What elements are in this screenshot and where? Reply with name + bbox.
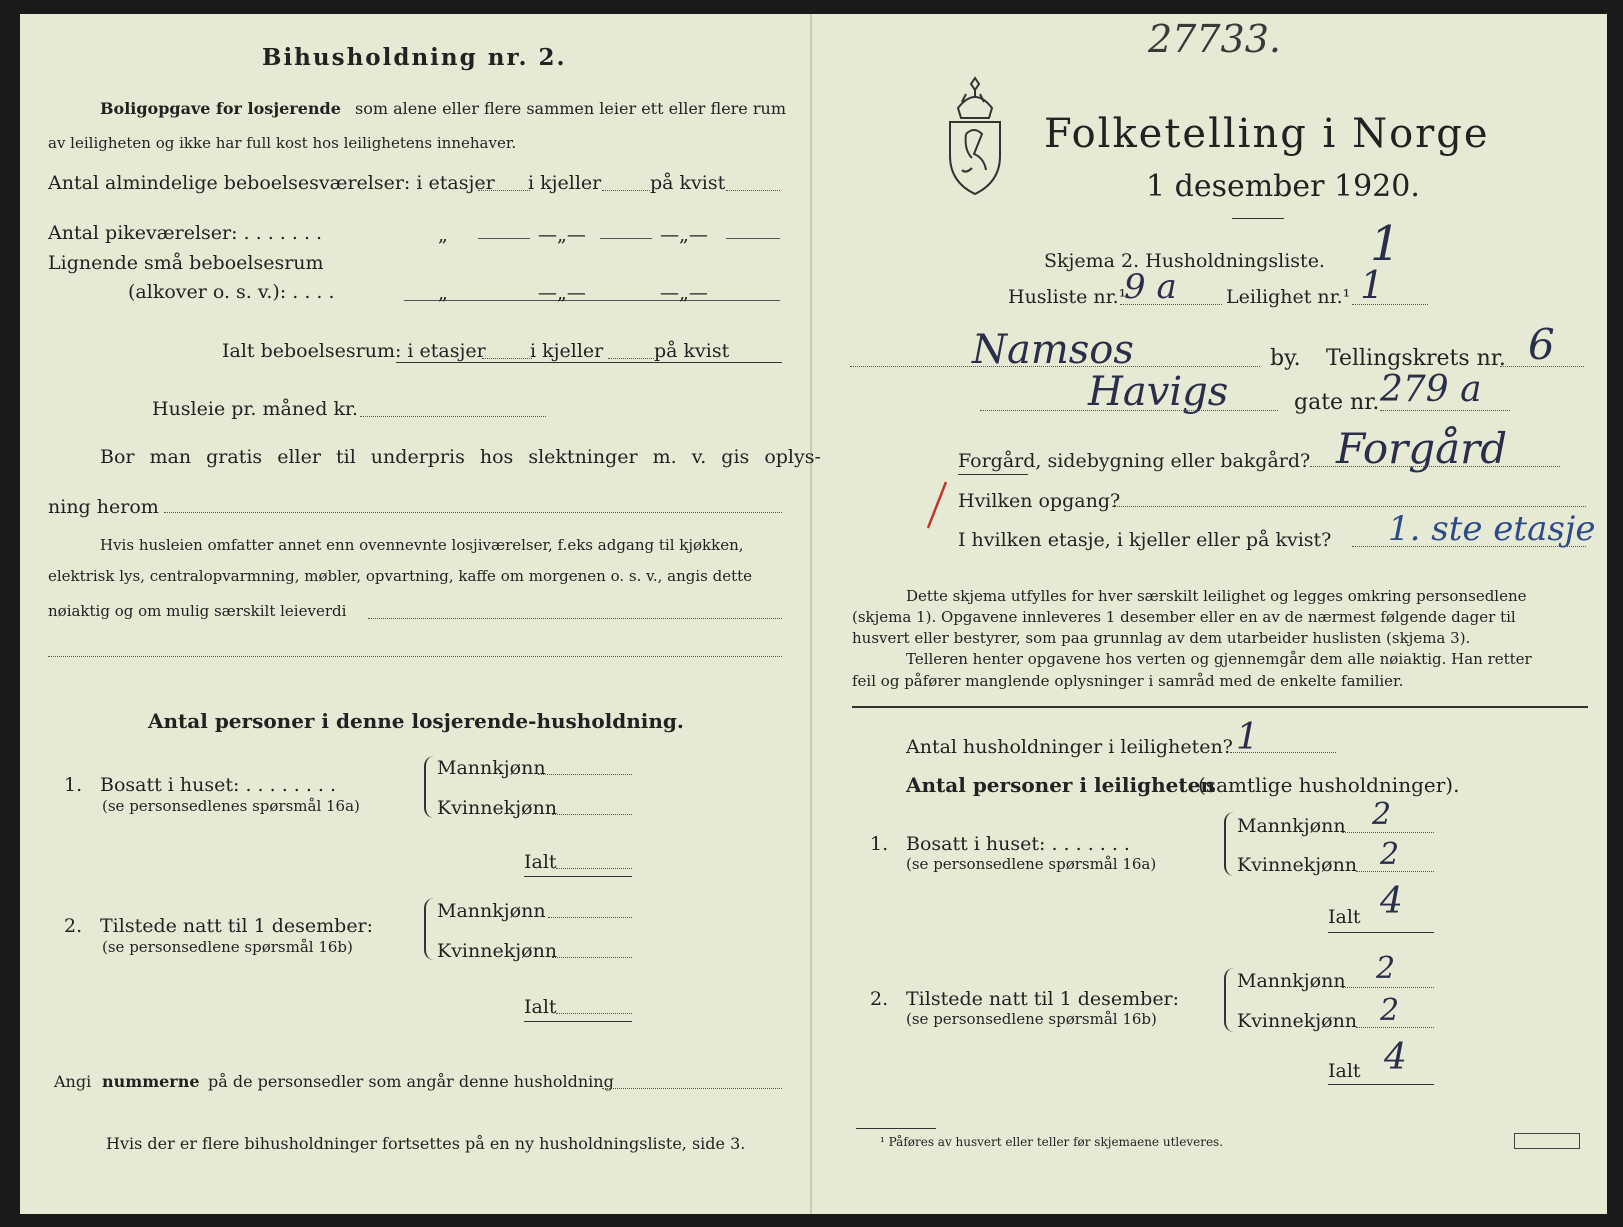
bor-line2: ning herom xyxy=(48,496,159,518)
instructions-5: feil og påfører manglende oplysninger i samråd med de enkelte familier. xyxy=(852,672,1404,690)
angi-pre: Angi xyxy=(54,1072,92,1091)
ditto-dash: —„— xyxy=(660,282,708,304)
instructions-1: Dette skjema utfylles for hver særskilt leilighet og legges omkring personsedlene xyxy=(906,587,1527,605)
krets-label: Tellingskrets nr. xyxy=(1326,346,1506,371)
ditto-dash: —„— xyxy=(538,282,586,304)
antal-hush-hw: 1 xyxy=(1236,717,1259,758)
forgard-label: Forgård, sidebygning eller bakgård? xyxy=(958,450,1311,472)
left-q1-num: 1. xyxy=(64,774,83,796)
right-q1-ialt: Ialt xyxy=(1328,906,1361,928)
hvis-line3: nøiaktig og om mulig særskilt leieverdi xyxy=(48,602,347,620)
pike-label: Antal pikeværelser: . . . . . . . xyxy=(48,222,323,244)
krets-hw: 6 xyxy=(1528,320,1555,369)
right-q2-ialt: Ialt xyxy=(1328,1060,1361,1082)
left-q1-label: Bosatt i huset: . . . . . . . . xyxy=(100,774,337,796)
right-q1-label: Bosatt i huset: . . . . . . . xyxy=(906,833,1130,855)
husleie-label: Husleie pr. måned kr. xyxy=(152,398,359,420)
etasje-label: I hvilken etasje, i kjeller eller på kvist? xyxy=(958,529,1332,551)
q2-ialt-hw: 4 xyxy=(1384,1037,1407,1078)
left-q2-ialt: Ialt xyxy=(524,996,557,1018)
footnote: ¹ Påføres av husvert eller teller før skjemaene utleveres. xyxy=(880,1135,1224,1149)
right-q2-label: Tilstede natt til 1 desember: xyxy=(906,988,1180,1010)
skjema-label: Skjema 2. Husholdningsliste. xyxy=(1044,250,1325,272)
leilighet-hw: 1 xyxy=(1360,263,1385,307)
opgang-label: Hvilken opgang? xyxy=(958,490,1121,512)
right-q2-mann: Mannkjønn xyxy=(1237,970,1346,992)
etasje-hw: 1. ste etasje xyxy=(1388,509,1596,549)
antal-pers-bold: Antal personer i leiligheten xyxy=(906,773,1215,797)
forgard-hw: Forgård xyxy=(1336,424,1508,473)
husliste-hw: 9 a xyxy=(1124,267,1177,307)
q2-mann-hw: 2 xyxy=(1376,951,1396,986)
city-hw: Namsos xyxy=(972,327,1134,373)
form-date: 1 desember 1920. xyxy=(1146,169,1420,204)
right-q1-mann: Mannkjønn xyxy=(1237,815,1346,837)
left-q1-mann: Mannkjønn xyxy=(437,757,546,779)
instructions-4: Telleren henter opgavene hos verten og gjennemgår dem alle nøiaktig. Han retter xyxy=(906,650,1532,668)
red-check-mark-icon xyxy=(922,478,950,534)
left-q1-ialt: Ialt xyxy=(524,851,557,873)
right-q1-sub: (se personsedlene spørsmål 16a) xyxy=(906,855,1157,873)
coat-of-arms-icon xyxy=(944,72,1006,198)
right-q1-num: 1. xyxy=(870,833,889,855)
husliste-label: Husliste nr.¹ xyxy=(1008,286,1127,308)
left-q2-sub: (se personsedlene spørsmål 16b) xyxy=(102,938,353,956)
right-q1-kvinne: Kvinnekjønn xyxy=(1237,854,1358,876)
right-q2-kvinne: Kvinnekjønn xyxy=(1237,1010,1358,1032)
ialt-rooms-label: Ialt beboelsesrum: i etasjer xyxy=(222,340,486,362)
antal-hush-label: Antal husholdninger i leiligheten? xyxy=(906,736,1233,758)
right-q2-num: 2. xyxy=(870,988,889,1010)
bor-line1: Bor man gratis eller til underpris hos slektninger m. v. gis oplys- xyxy=(100,446,821,468)
antal-pers-rest: (samtlige husholdninger). xyxy=(1198,773,1460,797)
lignende-2: (alkover o. s. v.): . . . . xyxy=(128,281,335,303)
left-q2-kvinne: Kvinnekjønn xyxy=(437,940,558,962)
left-q2-num: 2. xyxy=(64,915,83,937)
left-q1-sub: (se personsedlenes spørsmål 16a) xyxy=(102,797,360,815)
leilighet-label: Leilighet nr.¹ xyxy=(1226,286,1351,308)
left-antal-heading: Antal personer i denne losjerende-husholdning. xyxy=(148,709,684,733)
gate-hw: 279 a xyxy=(1380,369,1482,410)
right-q2-sub: (se personsedlene spørsmål 16b) xyxy=(906,1010,1157,1028)
rooms-label: Antal almindelige beboelsesværelser: i etasjer xyxy=(48,172,495,194)
skjema-hw: 1 xyxy=(1370,216,1401,272)
left-title: Bihusholdning nr. 2. xyxy=(262,44,567,71)
intro-rest: som alene eller flere sammen leier ett eller flere rum xyxy=(355,99,786,118)
rooms-kvist: på kvist xyxy=(650,172,726,194)
ditto-dash: —„— xyxy=(660,224,708,246)
angi-bold: nummerne xyxy=(102,1072,200,1091)
page-fold xyxy=(810,14,812,1214)
instructions-3: husvert eller bestyrer, som paa grunnlag av dem utarbeider huslisten (skjema 3). xyxy=(852,629,1471,647)
q1-mann-hw: 2 xyxy=(1372,797,1392,832)
left-q1-kvinne: Kvinnekjønn xyxy=(437,797,558,819)
ditto-mark: „ xyxy=(438,282,448,304)
hvis-line1: Hvis husleien omfatter annet enn ovennevnte losjiværelser, f.eks adgang til kjøkken, xyxy=(100,536,744,554)
rooms-kjeller: i kjeller xyxy=(528,172,602,194)
instructions-2: (skjema 1). Opgavene innleveres 1 desember eller en av de nærmest følgende dager til xyxy=(852,608,1516,626)
left-q2-mann: Mannkjønn xyxy=(437,900,546,922)
ditto-dash: —„— xyxy=(538,224,586,246)
printer-stamp-icon xyxy=(1514,1133,1580,1149)
ditto-mark: „ xyxy=(438,224,448,246)
hvis-line2: elektrisk lys, centralopvarmning, møbler, opvartning, kaffe om morgenen o. s. v., angis dette xyxy=(48,567,753,585)
ialt-kvist: på kvist xyxy=(654,340,730,362)
form-title: Folketelling i Norge xyxy=(1044,111,1490,157)
q1-kvinne-hw: 2 xyxy=(1380,837,1400,872)
intro-bold: Boligopgave for losjerende xyxy=(100,99,341,118)
lignende-1: Lignende små beboelsesrum xyxy=(48,252,324,274)
left-footer: Hvis der er flere bihusholdninger fortsettes på en ny husholdningsliste, side 3. xyxy=(106,1134,746,1153)
street-hw: Havigs xyxy=(1088,369,1229,415)
ialt-kjeller: i kjeller xyxy=(530,340,604,362)
left-q2-label: Tilstede natt til 1 desember: xyxy=(100,915,374,937)
archive-number: 27733. xyxy=(1148,17,1281,61)
gate-label: gate nr. xyxy=(1294,390,1380,415)
angi-post: på de personsedler som angår denne husholdning xyxy=(208,1072,614,1091)
q1-ialt-hw: 4 xyxy=(1380,881,1403,922)
intro-line2: av leiligheten og ikke har full kost hos leilighetens innehaver. xyxy=(48,134,517,152)
q2-kvinne-hw: 2 xyxy=(1380,993,1400,1028)
by-label: by. xyxy=(1270,346,1301,371)
